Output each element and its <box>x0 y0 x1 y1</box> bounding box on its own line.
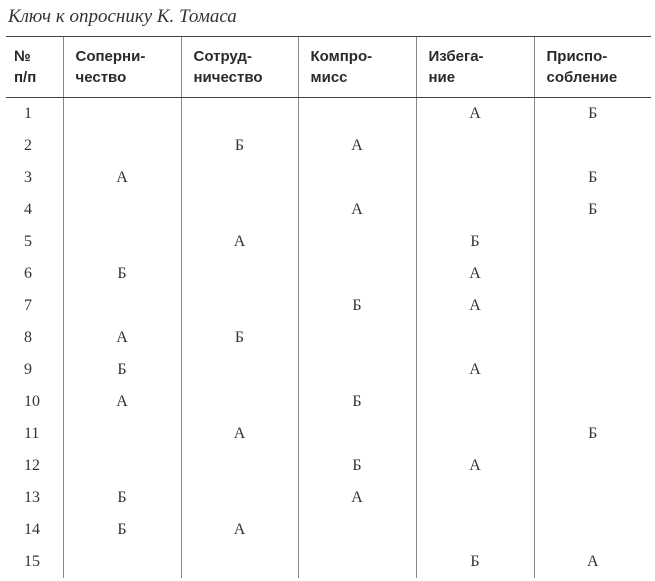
answer-cell-accommodation <box>534 258 651 290</box>
column-header-line: ние <box>428 69 456 86</box>
answer-cell-rivalry <box>63 290 181 322</box>
column-header-line: п/п <box>14 69 37 86</box>
column-header-line: Приспо- <box>546 48 608 65</box>
table-header-row <box>6 37 651 98</box>
answer-cell-rivalry <box>63 194 181 226</box>
answer-cell-accommodation <box>534 354 651 386</box>
answer-cell-compromise: Б <box>298 450 416 482</box>
answer-cell-avoidance <box>416 386 534 418</box>
column-header-line: ничество <box>193 69 263 86</box>
table-row <box>6 258 651 290</box>
answer-cell-cooperation <box>181 162 298 194</box>
answer-cell-cooperation: А <box>181 418 298 450</box>
answer-cell-avoidance: А <box>416 354 534 386</box>
answer-cell-avoidance <box>416 322 534 354</box>
answer-cell-rivalry <box>63 418 181 450</box>
page-title: Ключ к опроснику К. Томаса <box>8 6 237 27</box>
column-header-cooperation <box>181 37 298 98</box>
thomas-key-table <box>6 36 651 578</box>
answer-cell-accommodation: Б <box>534 162 651 194</box>
answer-cell-rivalry <box>63 450 181 482</box>
table-row <box>6 226 651 258</box>
row-number-cell: 5 <box>24 233 32 250</box>
column-header-compromise <box>298 37 416 98</box>
answer-cell-accommodation <box>534 386 651 418</box>
column-header-line: Соперни- <box>75 48 146 65</box>
row-number-cell: 2 <box>24 137 32 154</box>
answer-cell-cooperation <box>181 386 298 418</box>
answer-cell-cooperation: Б <box>181 322 298 354</box>
row-number-cell: 10 <box>24 393 40 410</box>
answer-cell-rivalry: Б <box>63 354 181 386</box>
answer-cell-compromise <box>298 322 416 354</box>
answer-cell-rivalry: А <box>63 386 181 418</box>
answer-cell-accommodation <box>534 322 651 354</box>
answer-cell-compromise <box>298 546 416 578</box>
row-number-cell: 8 <box>24 329 32 346</box>
answer-cell-avoidance <box>416 482 534 514</box>
answer-cell-accommodation: Б <box>534 418 651 450</box>
column-header-line: Сотруд- <box>193 48 252 65</box>
answer-cell-avoidance: Б <box>416 546 534 578</box>
table-row <box>6 98 651 131</box>
answer-cell-compromise <box>298 226 416 258</box>
table-body <box>6 98 651 579</box>
table-row <box>6 418 651 450</box>
answer-cell-avoidance <box>416 418 534 450</box>
answer-cell-accommodation <box>534 130 651 162</box>
table-row <box>6 322 651 354</box>
answer-cell-compromise: Б <box>298 386 416 418</box>
answer-cell-avoidance: А <box>416 258 534 290</box>
table-row <box>6 130 651 162</box>
answer-cell-compromise: А <box>298 130 416 162</box>
answer-cell-accommodation: Б <box>534 98 651 131</box>
answer-cell-rivalry <box>63 98 181 131</box>
answer-cell-compromise <box>298 162 416 194</box>
answer-cell-rivalry <box>63 130 181 162</box>
answer-cell-compromise: А <box>298 482 416 514</box>
answer-cell-compromise <box>298 98 416 131</box>
answer-cell-compromise <box>298 514 416 546</box>
answer-cell-cooperation <box>181 290 298 322</box>
row-number-cell: 6 <box>24 265 32 282</box>
column-header-line: Компро- <box>310 48 373 65</box>
answer-cell-cooperation <box>181 258 298 290</box>
answer-cell-avoidance <box>416 514 534 546</box>
answer-cell-rivalry <box>63 546 181 578</box>
answer-cell-rivalry: Б <box>63 482 181 514</box>
row-number-cell: 3 <box>24 169 32 186</box>
column-header-avoidance <box>416 37 534 98</box>
answer-cell-compromise: Б <box>298 290 416 322</box>
answer-cell-avoidance: А <box>416 450 534 482</box>
answer-cell-accommodation <box>534 450 651 482</box>
answer-cell-cooperation: А <box>181 226 298 258</box>
table-row <box>6 194 651 226</box>
column-header-line: собление <box>546 69 618 86</box>
row-number-cell: 1 <box>24 105 32 122</box>
answer-cell-cooperation <box>181 194 298 226</box>
row-number-cell: 7 <box>24 297 32 314</box>
answer-cell-accommodation <box>534 226 651 258</box>
answer-cell-accommodation: Б <box>534 194 651 226</box>
answer-cell-cooperation <box>181 354 298 386</box>
answer-cell-rivalry <box>63 226 181 258</box>
answer-cell-compromise <box>298 418 416 450</box>
answer-cell-cooperation: А <box>181 514 298 546</box>
row-number-cell: 4 <box>24 201 32 218</box>
table-row <box>6 482 651 514</box>
answer-cell-accommodation <box>534 482 651 514</box>
row-number-cell: 11 <box>24 425 40 442</box>
column-header-accommodation <box>534 37 651 98</box>
answer-cell-rivalry: А <box>63 162 181 194</box>
table-row <box>6 450 651 482</box>
answer-cell-cooperation <box>181 450 298 482</box>
answer-cell-cooperation <box>181 482 298 514</box>
row-number-cell: 13 <box>24 489 40 506</box>
row-number-cell: 14 <box>24 521 40 538</box>
answer-cell-accommodation: А <box>534 546 651 578</box>
answer-cell-avoidance <box>416 162 534 194</box>
answer-cell-accommodation <box>534 514 651 546</box>
answer-cell-avoidance: А <box>416 290 534 322</box>
table-row <box>6 546 651 578</box>
column-header-line: мисс <box>310 69 348 86</box>
answer-cell-cooperation <box>181 98 298 131</box>
column-header-line: чество <box>75 69 127 86</box>
column-header-line: Избега- <box>428 48 484 65</box>
answer-cell-avoidance: Б <box>416 226 534 258</box>
answer-cell-compromise <box>298 258 416 290</box>
row-number-cell: 9 <box>24 361 32 378</box>
row-number-cell: 15 <box>24 553 40 570</box>
table-row <box>6 162 651 194</box>
answer-cell-cooperation <box>181 546 298 578</box>
table-row <box>6 290 651 322</box>
column-header-line: № <box>14 48 31 65</box>
table-row <box>6 514 651 546</box>
answer-cell-cooperation: Б <box>181 130 298 162</box>
answer-cell-rivalry: Б <box>63 258 181 290</box>
answer-cell-rivalry: А <box>63 322 181 354</box>
answer-cell-rivalry: Б <box>63 514 181 546</box>
answer-cell-avoidance <box>416 194 534 226</box>
column-header-number <box>6 37 63 98</box>
answer-cell-accommodation <box>534 290 651 322</box>
row-number-cell: 12 <box>24 457 40 474</box>
answer-cell-avoidance <box>416 130 534 162</box>
answer-cell-compromise <box>298 354 416 386</box>
column-header-rivalry <box>63 37 181 98</box>
answer-cell-compromise: А <box>298 194 416 226</box>
table-row <box>6 354 651 386</box>
table-row <box>6 386 651 418</box>
answer-cell-avoidance: А <box>416 98 534 131</box>
